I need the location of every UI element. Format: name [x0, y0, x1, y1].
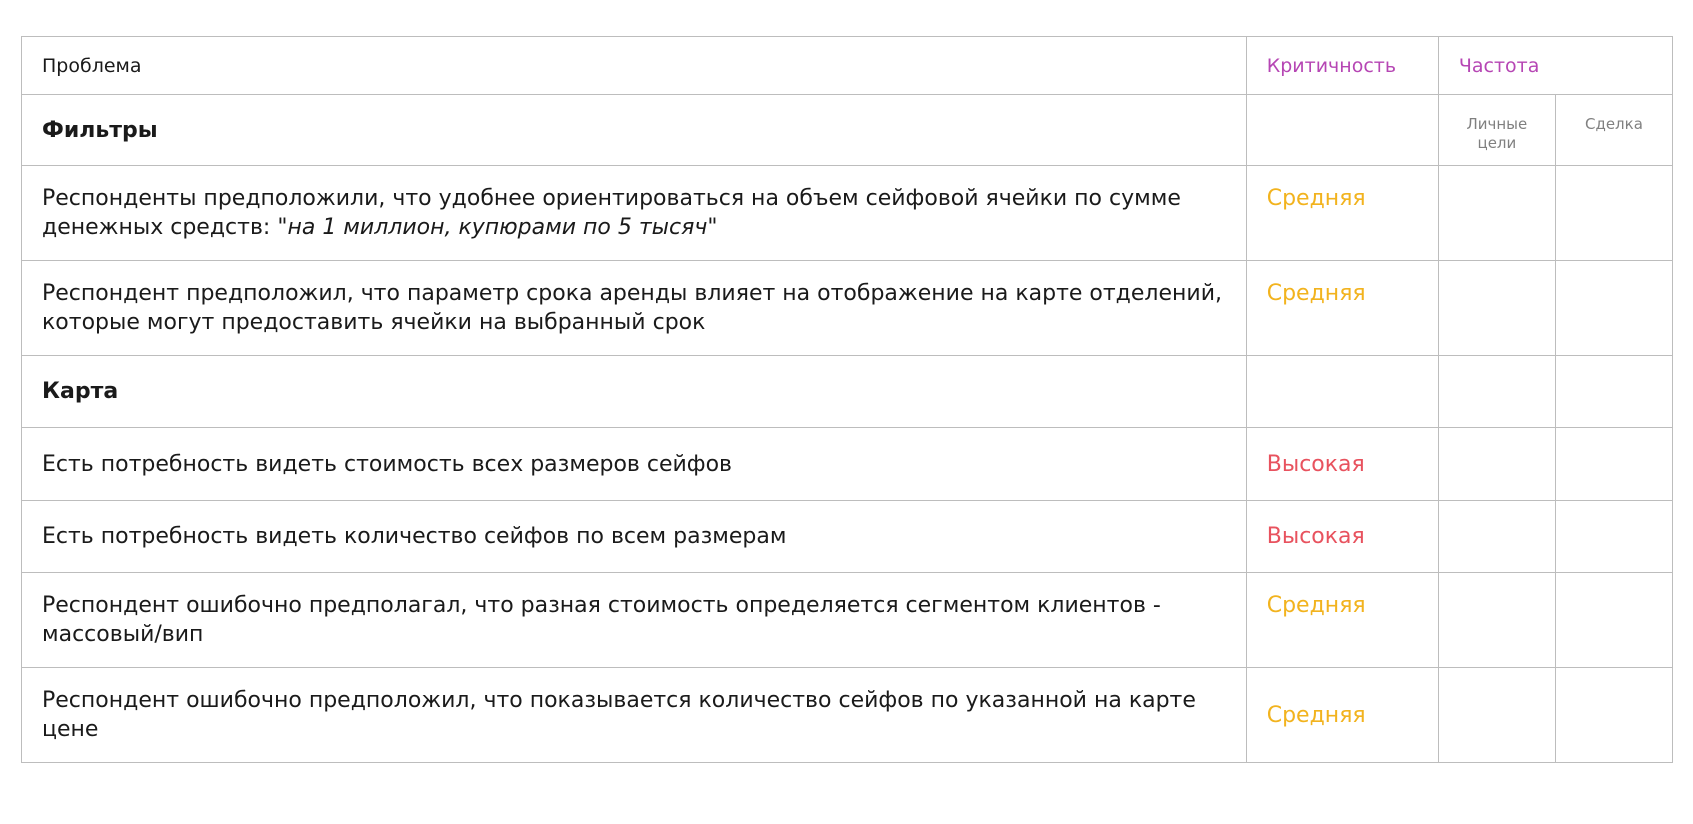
table-row — [22, 261, 1673, 356]
frequency-cell — [1555, 573, 1672, 668]
header-criticality: Критичность — [1246, 37, 1438, 95]
table-row — [22, 501, 1673, 573]
issue-text: Респондент ошибочно предполагал, что разная стоимость определяется сегментом клиентов - массовый/вип — [22, 573, 1247, 668]
table-row — [22, 668, 1673, 763]
frequency-cell — [1438, 261, 1555, 356]
issue-text: Есть потребность видеть стоимость всех размеров сейфов — [22, 428, 1247, 501]
severity-badge: Средняя — [1246, 668, 1438, 763]
frequency-cell — [1438, 428, 1555, 501]
table-row — [22, 573, 1673, 668]
severity-badge: Средняя — [1246, 573, 1438, 668]
subheader-personal-goals: Личные цели — [1438, 95, 1555, 166]
frequency-cell — [1555, 501, 1672, 573]
subheader-deal: Сделка — [1555, 95, 1672, 166]
frequency-cell — [1438, 573, 1555, 668]
severity-badge: Высокая — [1246, 501, 1438, 573]
severity-badge: Средняя — [1246, 166, 1438, 261]
issue-text-main: Респонденты предположили, что удобнее ориентироваться на объем сейфовой ячейки по сумме денежных средств: — [42, 186, 1181, 240]
empty-cell — [1246, 356, 1438, 428]
section-title-map: Карта — [22, 356, 1247, 428]
header-frequency: Частота — [1438, 37, 1672, 95]
section-row — [22, 95, 1673, 166]
issue-text: Есть потребность видеть количество сейфов по всем размерам — [22, 501, 1247, 573]
table-row — [22, 428, 1673, 501]
frequency-cell — [1555, 166, 1672, 261]
table-row — [22, 166, 1673, 261]
severity-badge: Высокая — [1246, 428, 1438, 501]
frequency-cell — [1555, 428, 1672, 501]
empty-cell — [1246, 95, 1438, 166]
issue-text: Респондент ошибочно предположил, что показывается количество сейфов по указанной на карте цене — [22, 668, 1247, 763]
frequency-cell — [1555, 261, 1672, 356]
issues-table — [21, 36, 1673, 763]
section-row — [22, 356, 1673, 428]
frequency-cell — [1438, 501, 1555, 573]
empty-cell — [1555, 356, 1672, 428]
issue-quote: "на 1 миллион, купюрами по 5 тысяч" — [277, 215, 718, 240]
frequency-cell — [1438, 668, 1555, 763]
header-row — [22, 37, 1673, 95]
issue-text: Респондент предположил, что параметр срока аренды влияет на отображение на карте отделений, которые могут предоставить ячейки на выбранный срок — [22, 261, 1247, 356]
header-problem: Проблема — [22, 37, 1247, 95]
issue-text — [22, 166, 1247, 261]
empty-cell — [1438, 356, 1555, 428]
severity-badge: Средняя — [1246, 261, 1438, 356]
frequency-cell — [1555, 668, 1672, 763]
section-title-filters: Фильтры — [22, 95, 1247, 166]
frequency-cell — [1438, 166, 1555, 261]
